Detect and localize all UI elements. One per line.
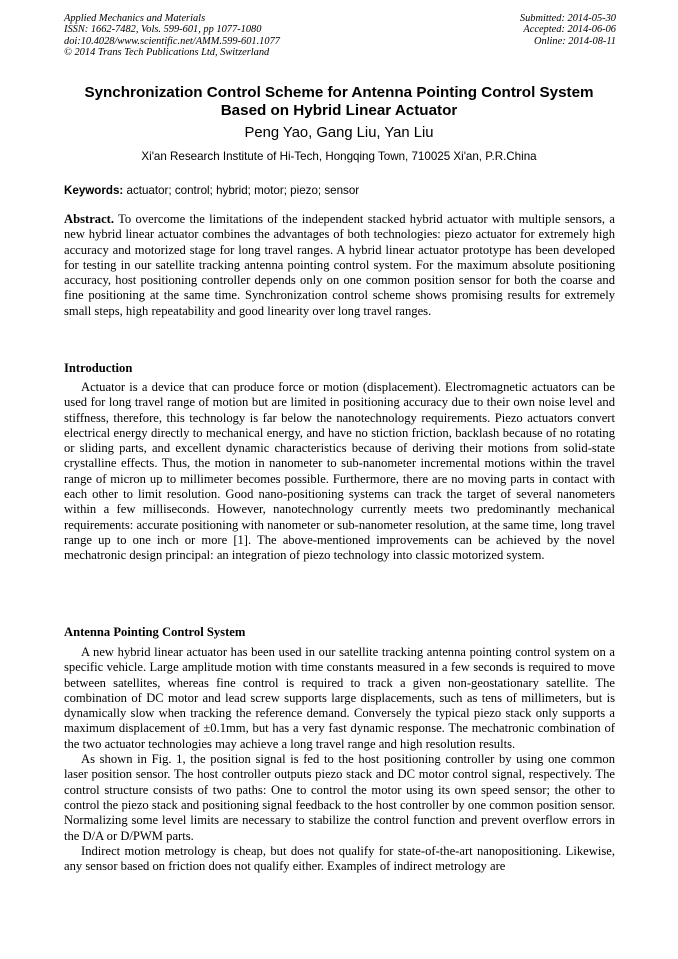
introduction-paragraph: Actuator is a device that can produce force or motion (displacement). Electromagnetic actuators can be used for long travel range of motion but are limited in positioning accuracy due to their own noise level and stiffness, therefore, this technology is far below the nanotechnology requirements. Piezo actuators convert electrical energy directly to mechanical energy, and have no stiction friction, backlash because of no rotating or sliding parts, and excellent dynamic characteristics because of deriving their motions from solid-state crystalline effects. Thus, the motion in nanometer to sub-nanometer incremental motions within the travel range of micron up to millimeter becomes possible. Furthermore, there are no moving parts in contact with each other to limit resolution. Good nano-positioning systems can track the target of several nanometers within a few milliseconds. However, nanotechnology currently meets two predominantly mechanical requirements: accurate positioning with nanometer or sub-nanometer resolution, at the same time, long travel range up to one inch or more [1]. The above-mentioned improvements can be achieved by the novel mechatronic design principal: an integration of piezo technology into classic motorized system. (64, 380, 615, 563)
abstract-text: To overcome the limitations of the independent stacked hybrid actuator with multiple sensors, a new hybrid linear actuator combines the advantages of both technologies: piezo actuator for extremely high accuracy and motorized stage for long travel ranges. A hybrid linear actuator prototype has been developed for testing in our satellite tracking antenna pointing control system. For the maximum absolute positioning accuracy, host positioning controller depends only on one common position sensor for both the coarse and fine positioning at the same time. Synchronization control scheme shows promising results for extremely small steps, high repeatability and good linearity over long travel ranges. (64, 212, 615, 318)
title-line-2: Based on Hybrid Linear Actuator (220, 101, 458, 119)
abstract-label: Abstract. (64, 212, 115, 226)
body-paragraph-1: A new hybrid linear actuator has been used in our satellite tracking antenna pointing control system on a specific vehicle. Large amplitude motion with time constants measured in a few seconds is required to move between satellites, whereas fine control is required to track a given non-geostationary satellite. The combination of DC motor and lead screw supports large displacements, such as tens of millimeters, but is dynamically slow when tracking the reference demand. Conversely the typical piezo stack only supports a maximum displacement of ±0.1mm, but has a very fast dynamic response. The mechatronic combination of the two actuator technologies may achieve a long travel range and high resolution results. (64, 645, 615, 751)
introduction-body (64, 380, 615, 564)
authors: Peng Yao, Gang Liu, Yan Liu (244, 125, 434, 141)
issn-line: ISSN: 1662-7482, Vols. 599-601, pp 1077-1080 (64, 24, 262, 36)
journal-name: Applied Mechanics and Materials (64, 13, 206, 24)
affiliation: Xi'an Research Institute of Hi-Tech, Hongqing Town, 710025 Xi'an, P.R.China (141, 150, 537, 163)
copyright-line: © 2014 Trans Tech Publications Ltd, Switzerland (64, 46, 270, 58)
keywords-list: actuator; control; hybrid; motor; piezo; sensor (123, 184, 360, 197)
doi-line: doi:10.4028/www.scientific.net/AMM.599-601.1077 (64, 35, 280, 47)
publication-dates (520, 13, 616, 47)
body-paragraph-2: As shown in Fig. 1, the position signal is fed to the host positioning controller by using one common laser position sensor. The host controller outputs piezo stack and DC motor control signal, respectively. The control structure consists of two paths: One to control the motor using its own speed sensor; the other to control the piezo stack and positioning signal feedback to the host controller by one common position sensor. Normalizing some level limits are necessary to stabilize the control function and prevent overflow errors in the D/A or D/PWM parts. (64, 752, 615, 843)
abstract (64, 212, 615, 319)
journal-info (64, 13, 280, 58)
accepted-date: Accepted: 2014-06-06 (523, 24, 616, 36)
body-paragraph-3: Indirect motion metrology is cheap, but does not qualify for state-of-the-art nanopositioning. Likewise, any sensor based on friction does not qualify either. Examples of indirect metrology are (64, 843, 615, 874)
submitted-date: Submitted: 2014-05-30 (519, 13, 616, 24)
section-heading-introduction: Introduction (64, 361, 133, 375)
antenna-pointing-body (64, 645, 615, 874)
keywords (64, 184, 359, 198)
paper-title (40, 84, 638, 119)
section-heading-antenna-pointing: Antenna Pointing Control System (64, 625, 246, 639)
online-date: Online: 2014-08-11 (533, 35, 616, 47)
title-line-1: Synchronization Control Scheme for Antenna Pointing Control System (84, 84, 594, 101)
keywords-label: Keywords: (64, 184, 124, 197)
